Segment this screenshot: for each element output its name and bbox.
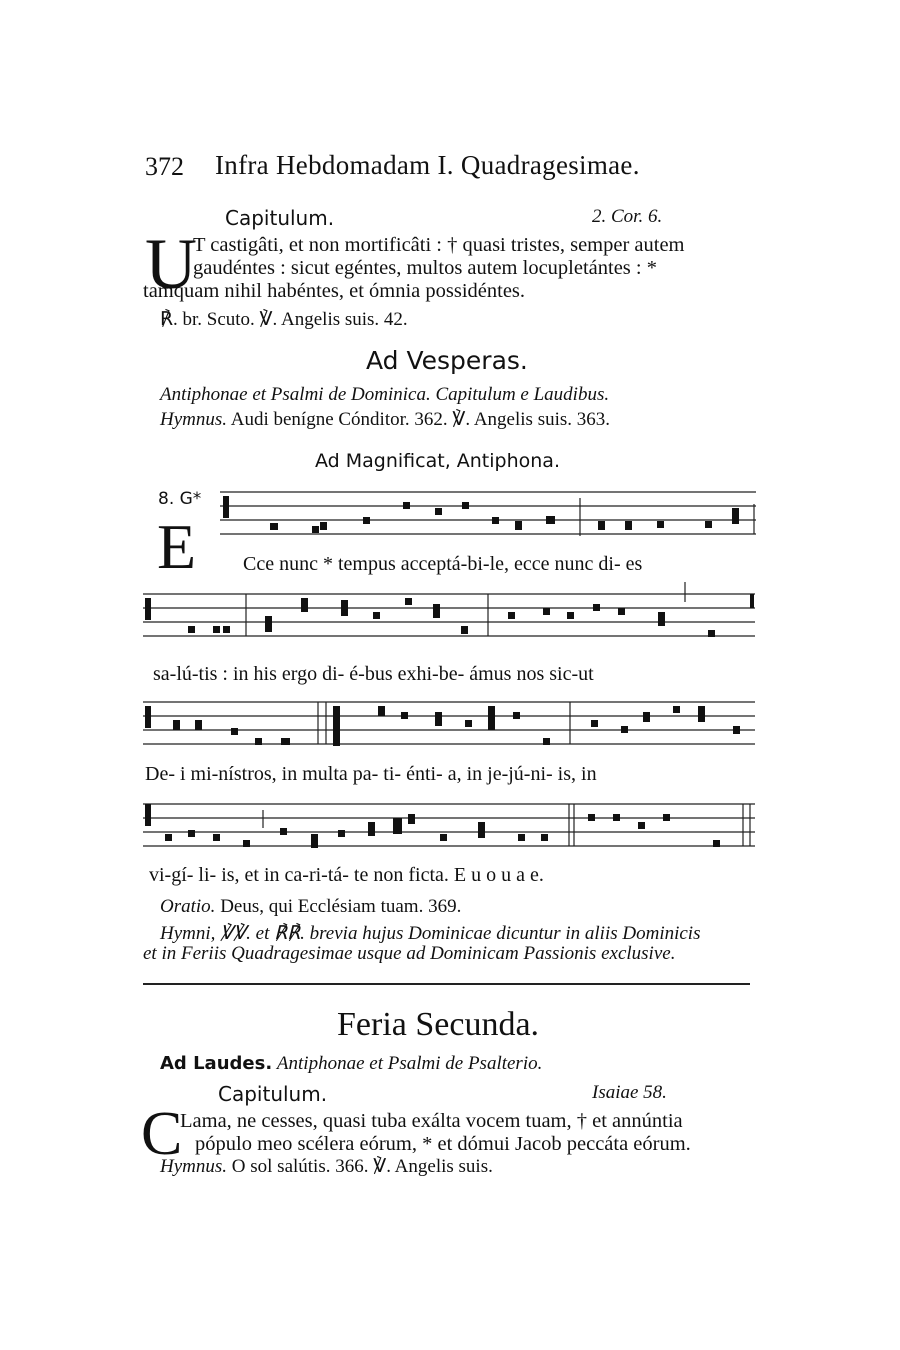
dropcap-e: E [157, 511, 197, 582]
hymn-label: Hymnus. [160, 409, 228, 430]
feria-title: Feria Secunda. [337, 1006, 540, 1043]
capitulum-heading: Capitulum. [225, 206, 335, 230]
oratio-text: Deus, qui Ecclésiam tuam. 369. [220, 896, 462, 917]
lyric-line-3: De- i mi-nístros, in multa pa- ti- énti- a, in je-jú-ni- is, in [145, 763, 597, 785]
capitulum-line-1: T castigâti, et non mortificâti : † quasi tristes, semper autem [193, 234, 685, 256]
hymn-text: Audi benígne Cónditor. 362. ℣. Angelis suis. 363. [230, 409, 611, 430]
feria-capitulum-reference: Isaiae 58. [592, 1082, 667, 1103]
section-divider [143, 983, 750, 985]
rubric-line-2: et in Feriis Quadragesimae usque ad Dominicam Passionis exclusive. [143, 943, 676, 964]
chant-staff-3 [143, 698, 755, 758]
dropcap-c: C [141, 1100, 183, 1168]
feria-capitulum-heading: Capitulum. [218, 1082, 328, 1106]
capitulum-line-3: tamquam nihil habéntes, et ómnia possidéntes. [143, 280, 526, 302]
chant-staff-1 [220, 488, 756, 548]
lyric-line-4: vi-gí- li- is, et in ca-ri-tá- te non ficta. E u o u a e. [149, 864, 544, 886]
capitulum-line-2: gaudéntes : sicut egéntes, multos autem locupletántes : * [193, 257, 657, 279]
lyric-line-1: Cce nunc * tempus acceptá-bi-le, ecce nunc di- es [243, 553, 643, 575]
dropcap-u: U [145, 224, 197, 304]
feria-line-2: pópulo meo scélera eórum, * et dómui Jacob peccáta eórum. [195, 1133, 691, 1155]
running-title: Infra Hebdomadam I. Quadragesimae. [215, 150, 640, 180]
laudes-line [160, 1053, 542, 1075]
feria-hymn-line [160, 1155, 493, 1178]
chant-staff-4 [143, 800, 755, 860]
chant-staff-2 [143, 590, 755, 650]
vespers-rubric: Antiphonae et Psalmi de Dominica. Capitulum e Laudibus. [160, 384, 610, 405]
responsory-line: ℟. br. Scuto. ℣. Angelis suis. 42. [160, 309, 408, 330]
laudes-text: Antiphonae et Psalmi de Psalterio. [276, 1053, 543, 1074]
rubric-line-1: Hymni, ℣℣. et ℟℟. brevia hujus Dominicae dicuntur in aliis Dominicis [160, 923, 701, 944]
feria-hymn-label: Hymnus. [160, 1156, 228, 1177]
vespers-title: Ad Vesperas. [366, 346, 528, 375]
page-number: 372 [145, 152, 184, 181]
laudes-label: Ad Laudes. [160, 1053, 273, 1074]
oratio-label: Oratio. [160, 896, 216, 917]
oratio-line [160, 896, 461, 918]
mode-label: 8. G* [158, 489, 202, 509]
vespers-hymn-line [160, 408, 610, 431]
feria-hymn-text: O sol salútis. 366. ℣. Angelis suis. [231, 1156, 493, 1177]
capitulum-reference: 2. Cor. 6. [592, 206, 663, 227]
lyric-line-2: sa-lú-tis : in his ergo di- é-bus exhi-be- ámus nos sic-ut [153, 663, 594, 685]
antiphon-title: Ad Magnificat, Antiphona. [315, 450, 560, 472]
feria-line-1: Lama, ne cesses, quasi tuba exálta vocem tuam, † et annúntia [180, 1110, 683, 1132]
